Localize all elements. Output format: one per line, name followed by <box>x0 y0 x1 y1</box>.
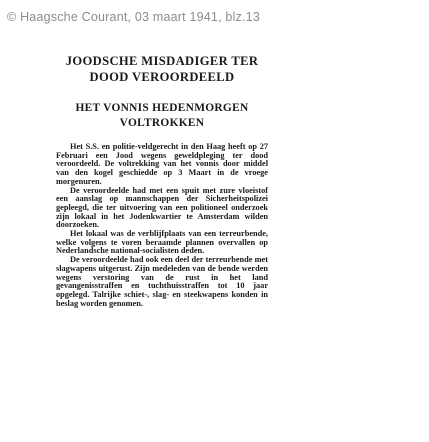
newspaper-clipping <box>56 53 268 308</box>
subheadline-line-2: VOLTROKKEN <box>119 117 205 129</box>
article-paragraph: Het lokaal was de verblijfplaats van een terreurbende, welke volgens te voren beraamde plannen overvallen op Nederlandsche national-socialisten deden. <box>56 229 268 256</box>
article-paragraph: Het S.S. en politie-veldgerecht in den Haag heeft op 27 Februari een Jood wegens geweldpleging ter dood veroordeeld. De voltrekking van het vonnis door middel van den kogel geschiedde op 3 Maart in de vroege morgenuren. <box>56 142 268 186</box>
image-credit-caption: © Haagsche Courant, 03 maart 1941, blz.13 <box>7 10 260 24</box>
subheadline-line-1: HET VONNIS HEDENMORGEN <box>75 102 249 114</box>
article-paragraph: De veroordeelde had met een spuit met zure vloeistof een aanslag op mannschappen der Sicherheitspolizei gepleegd, die ter uitvoering van een politioneel onderzoek zijn lokaal in het Jodenkwartier te Amsterdam wilden doorzoeken. <box>56 185 268 230</box>
headline-line-2: DOOD VEROORDEELD <box>89 70 235 84</box>
article-body <box>56 143 268 308</box>
article-paragraph: De veroordeelde had ook een deel der terreurbende met slagwapens uitgerust. Zijn medeleden van de bende werden wegens verstoring van de rust in het land gevangenisstraffen en tuchthuisstraffen tot 10 jaar opgelegd. Talrijke schiet-, slag- en steekwapens konden in beslag worden genomen. <box>56 255 268 308</box>
headline-line-1: JOODSCHE MISDADIGER TER <box>65 54 259 68</box>
